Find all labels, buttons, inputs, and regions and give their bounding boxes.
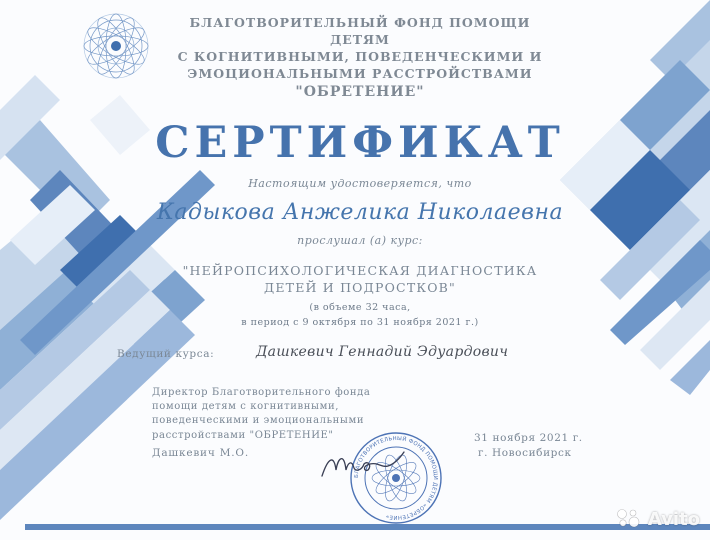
course-line: ДЕТЕЙ И ПОДРОСТКОВ"	[263, 280, 457, 295]
volume-line: в период с 9 октября по 31 ноября 2021 г.)	[241, 317, 479, 328]
course-volume	[160, 300, 560, 330]
certificate-title: СЕРТИФИКАТ	[155, 118, 565, 168]
volume-line: (в объеме 32 часа,	[309, 302, 411, 313]
organization-line: БЛАГОТВОРИТЕЛЬНЫЙ ФОНД ПОМОЩИ ДЕТЯМ	[189, 15, 531, 47]
certificate-subtitle: Настоящим удостоверяется, что	[248, 177, 472, 190]
director-line: Директор Благотворительного фонда	[152, 387, 371, 398]
logo-icon	[80, 10, 152, 82]
avito-watermark	[616, 508, 700, 530]
director-line: расстройствами "ОБРЕТЕНИЕ"	[152, 429, 334, 441]
organization-line: ЭМОЦИОНАЛЬНЫМИ РАССТРОЙСТВАМИ	[187, 66, 533, 81]
lead-label: Ведущий курса:	[117, 348, 215, 360]
lead-name: Дашкевич Геннадий Эдуардович	[256, 344, 509, 360]
course-line: "НЕЙРОПСИХОЛОГИЧЕСКАЯ ДИАГНОСТИКА	[182, 263, 538, 278]
certificate-city: г. Новосибирск	[478, 447, 572, 459]
right-stripes	[560, 0, 710, 395]
listened-label: прослушал (а) курс:	[297, 234, 423, 247]
watermark-text: Avito	[647, 509, 700, 530]
director-name: Дашкевич М.О.	[152, 447, 249, 459]
stamp-text: БЛАГОТВОРИТЕЛЬНЫЙ ФОНД ПОМОЩИ ДЕТЯМ «ОБРЕТЕНИЕ»	[353, 435, 439, 521]
certificate-date: 31 ноября 2021 г.	[474, 432, 583, 444]
avito-dots-icon	[616, 509, 648, 530]
organization-header	[160, 14, 560, 101]
organization-name: "ОБРЕТЕНИЕ"	[295, 84, 425, 100]
director-line: помощи детям с когнитивными,	[152, 401, 339, 413]
recipient-name: Кадыкова Анжелика Николаевна	[156, 200, 564, 225]
organization-line: С КОГНИТИВНЫМИ, ПОВЕДЕНЧЕСКИМИ И	[177, 49, 543, 64]
signature-icon	[318, 440, 408, 490]
director-line: поведенческими и эмоциональными	[152, 415, 365, 427]
course-title	[140, 262, 580, 296]
